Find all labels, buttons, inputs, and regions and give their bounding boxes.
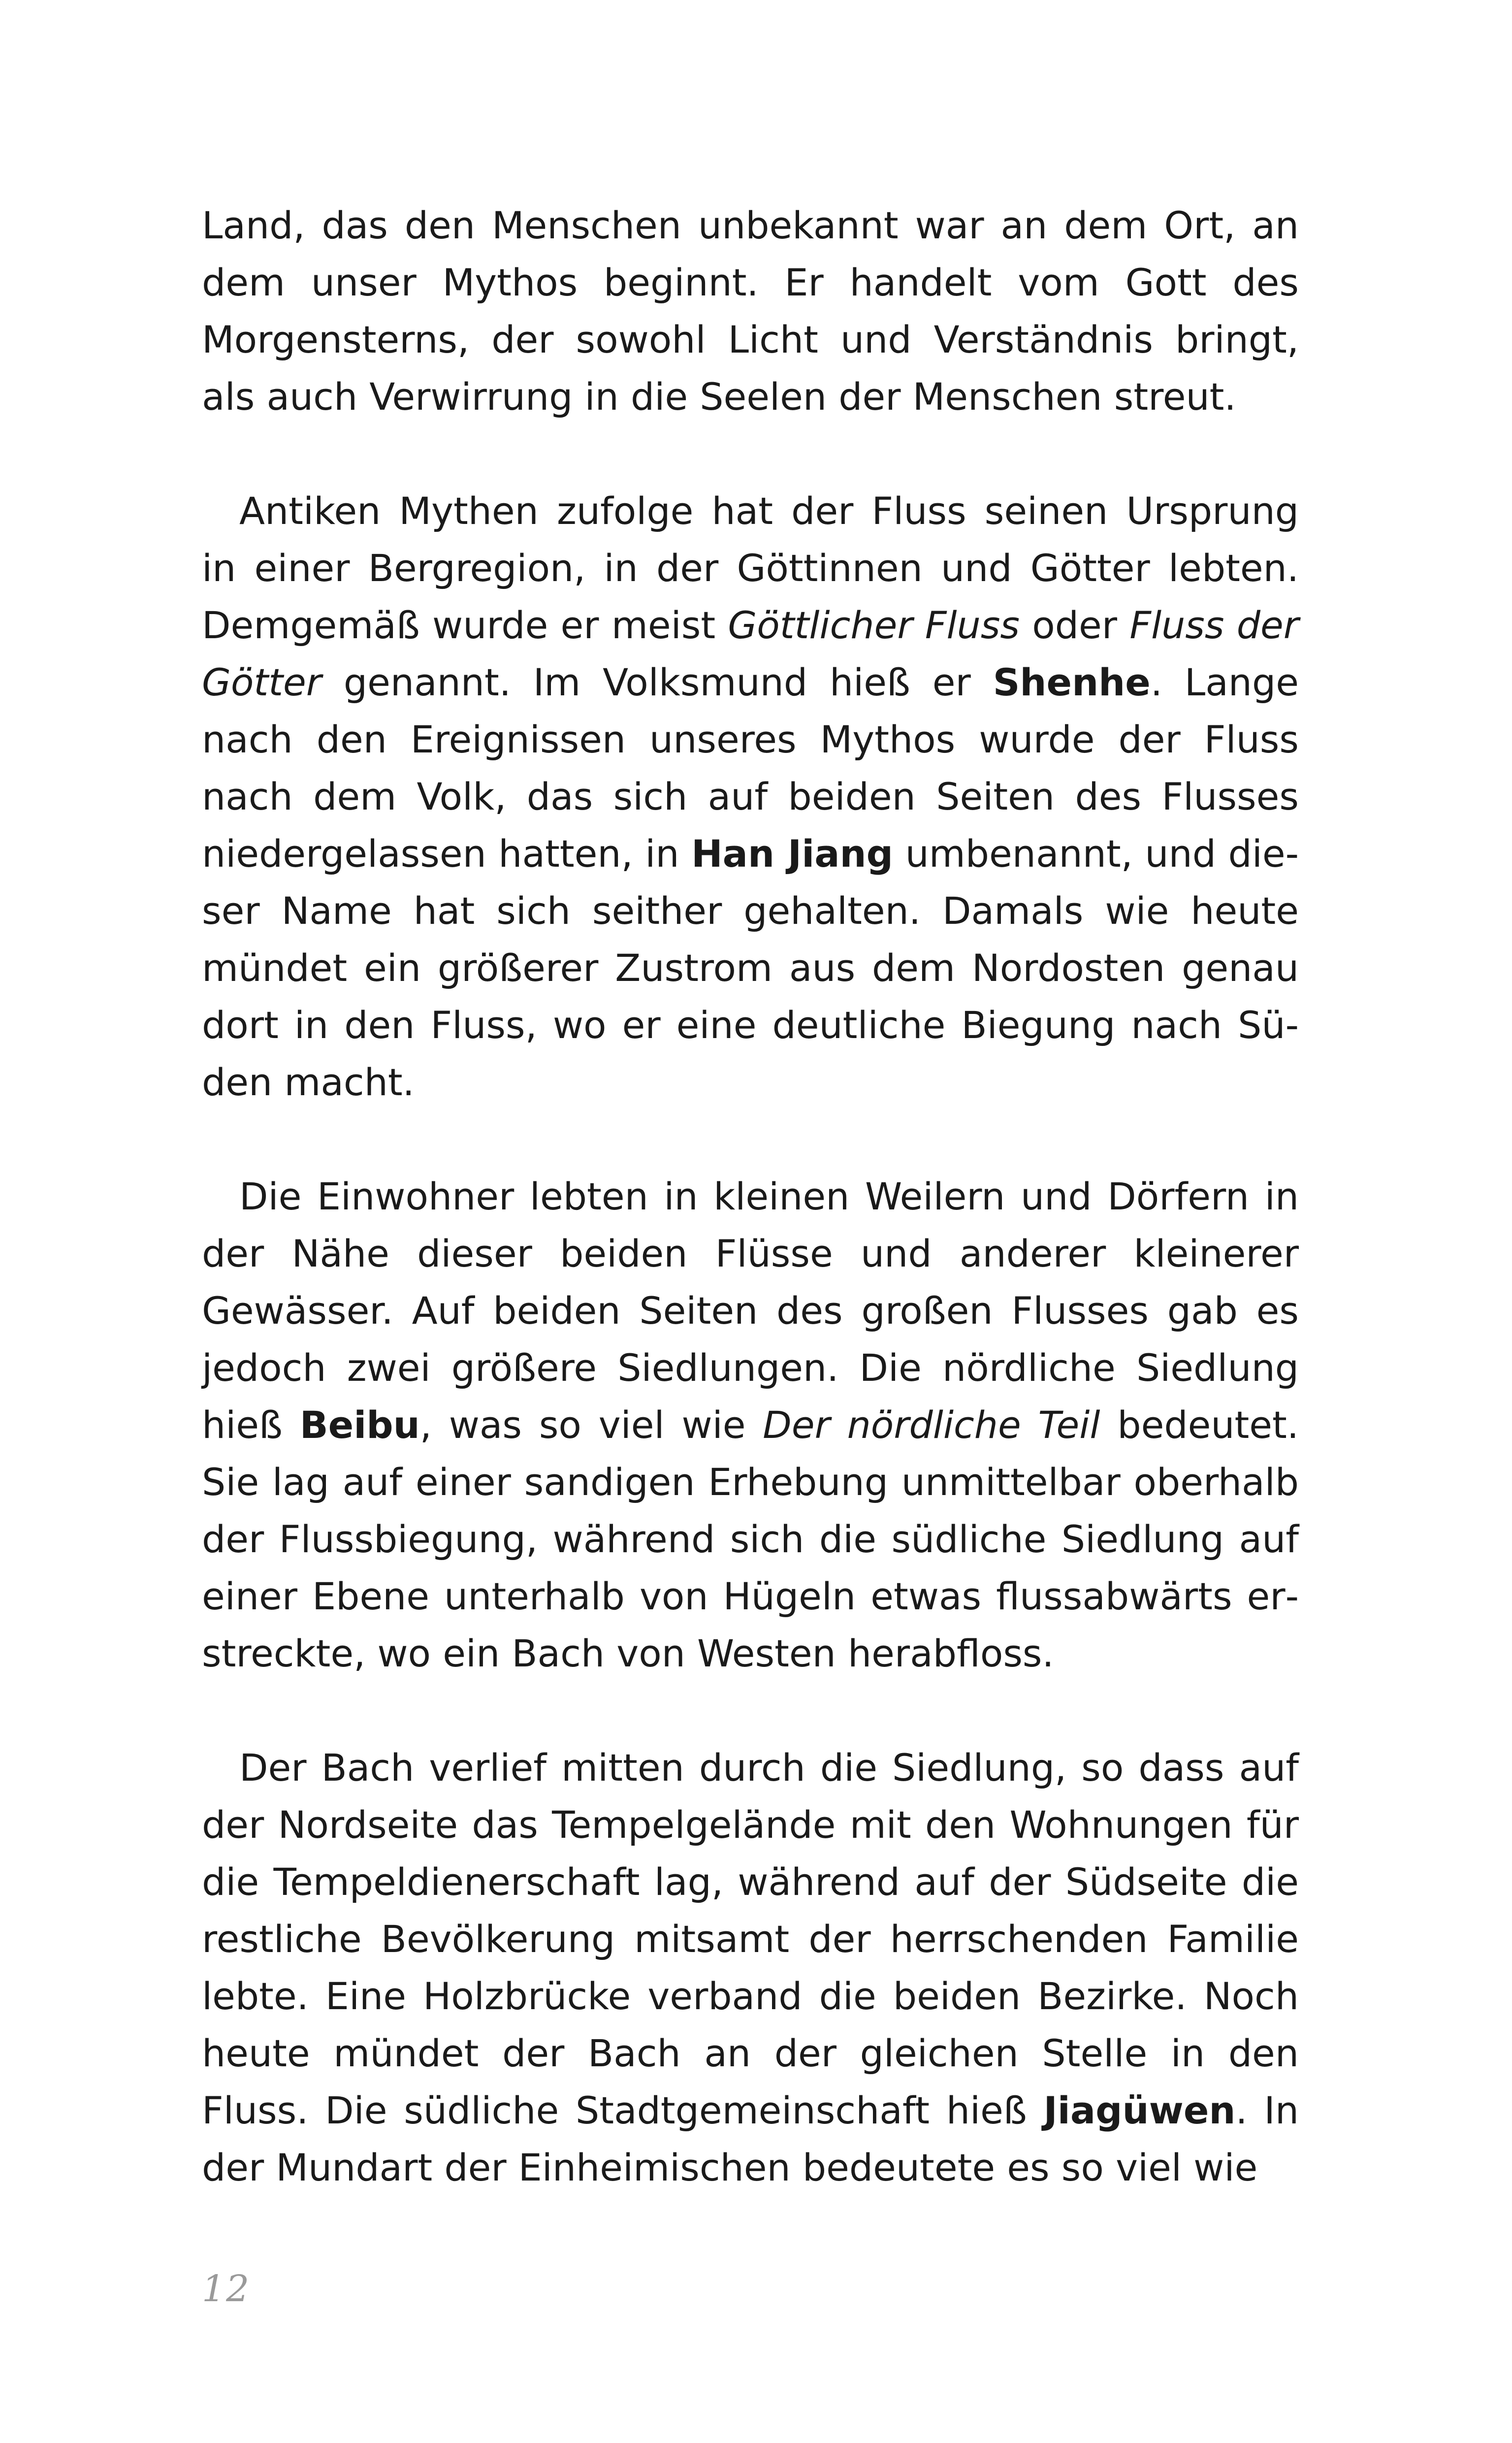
paragraph-4	[202, 1739, 1299, 2196]
body-text	[202, 197, 1299, 2196]
text-segment: umbenannt, und dieser Name hat sich seither gehalten. Damals wie heute mündet ein größerer Zustrom aus dem Nordosten genau dort in den Fluss, wo er eine deutliche Biegung nach Süden macht.	[202, 832, 1299, 1104]
text-segment: Die Einwohner lebten in kleinen Weilern und Dörfern in der Nähe dieser beiden Flüsse und anderer kleinerer Gewässer. Auf beiden Seiten des großen Flusses gab es jedoch zwei größere Siedlungen. Die nördliche Siedlung hieß	[202, 1174, 1299, 1447]
text-segment: bedeutet. Sie lag auf einer sandigen Erhebung unmittelbar oberhalb der Flussbiegung, während sich die südliche Siedlung auf einer Ebene unterhalb von Hügeln etwas flussabwärts erstreckte, wo ein Bach von Westen herabfloss.	[202, 1403, 1299, 1675]
italic-term: Der nördliche Teil	[763, 1403, 1100, 1447]
bold-term: Han Jiang	[691, 832, 894, 876]
paragraph-2	[202, 483, 1299, 1111]
text-segment: . Lange nach den Ereignissen unseres Mythos wurde der Fluss nach dem Volk, das sich auf beiden Seiten des Flusses niedergelassen hatten, in	[202, 660, 1299, 876]
paragraph-1	[202, 197, 1299, 425]
text-segment: oder	[1020, 603, 1130, 647]
italic-term: Fluss der Götter	[202, 603, 1299, 704]
bold-term: Jiagüwen	[1043, 2088, 1236, 2132]
bold-term: Shenhe	[993, 660, 1151, 704]
text-segment: . In der Mundart der Einheimischen bedeutete es so viel wie	[202, 2088, 1299, 2189]
text-segment: Antiken Mythen zufolge hat der Fluss seinen Ursprung in einer Bergregion, in der Göttinnen und Götter lebten. Demgemäß wurde er meist	[202, 489, 1299, 647]
text-segment: , was so viel wie	[419, 1403, 763, 1447]
italic-term: Göttlicher Fluss	[728, 603, 1020, 647]
text-segment: Der Bach verlief mitten durch die Siedlung, so dass auf der Nordseite das Tempelgelände mit den Wohnungen für die Tempeldienerschaft lag, während auf der Südseite die restliche Bevölkerung mitsamt der herrschenden Familie lebte. Eine Holzbrücke verband die beiden Bezirke. Noch heute mündet der Bach an der gleichen Stelle in den Fluss. Die südliche Stadtgemeinschaft hieß	[202, 1746, 1299, 2132]
paragraph-3	[202, 1168, 1299, 1682]
text-segment: Land, das den Menschen unbekannt war an dem Ort, an dem unser Mythos beginnt. Er handelt vom Gott des Morgensterns, der sowohl Licht und Verständnis bringt, als auch Verwirrung in die Seelen der Menschen streut.	[202, 203, 1299, 419]
page-number: 12	[202, 2268, 251, 2310]
text-segment: genannt. Im Volksmund hieß er	[322, 660, 993, 704]
bold-term: Beibu	[299, 1403, 420, 1447]
